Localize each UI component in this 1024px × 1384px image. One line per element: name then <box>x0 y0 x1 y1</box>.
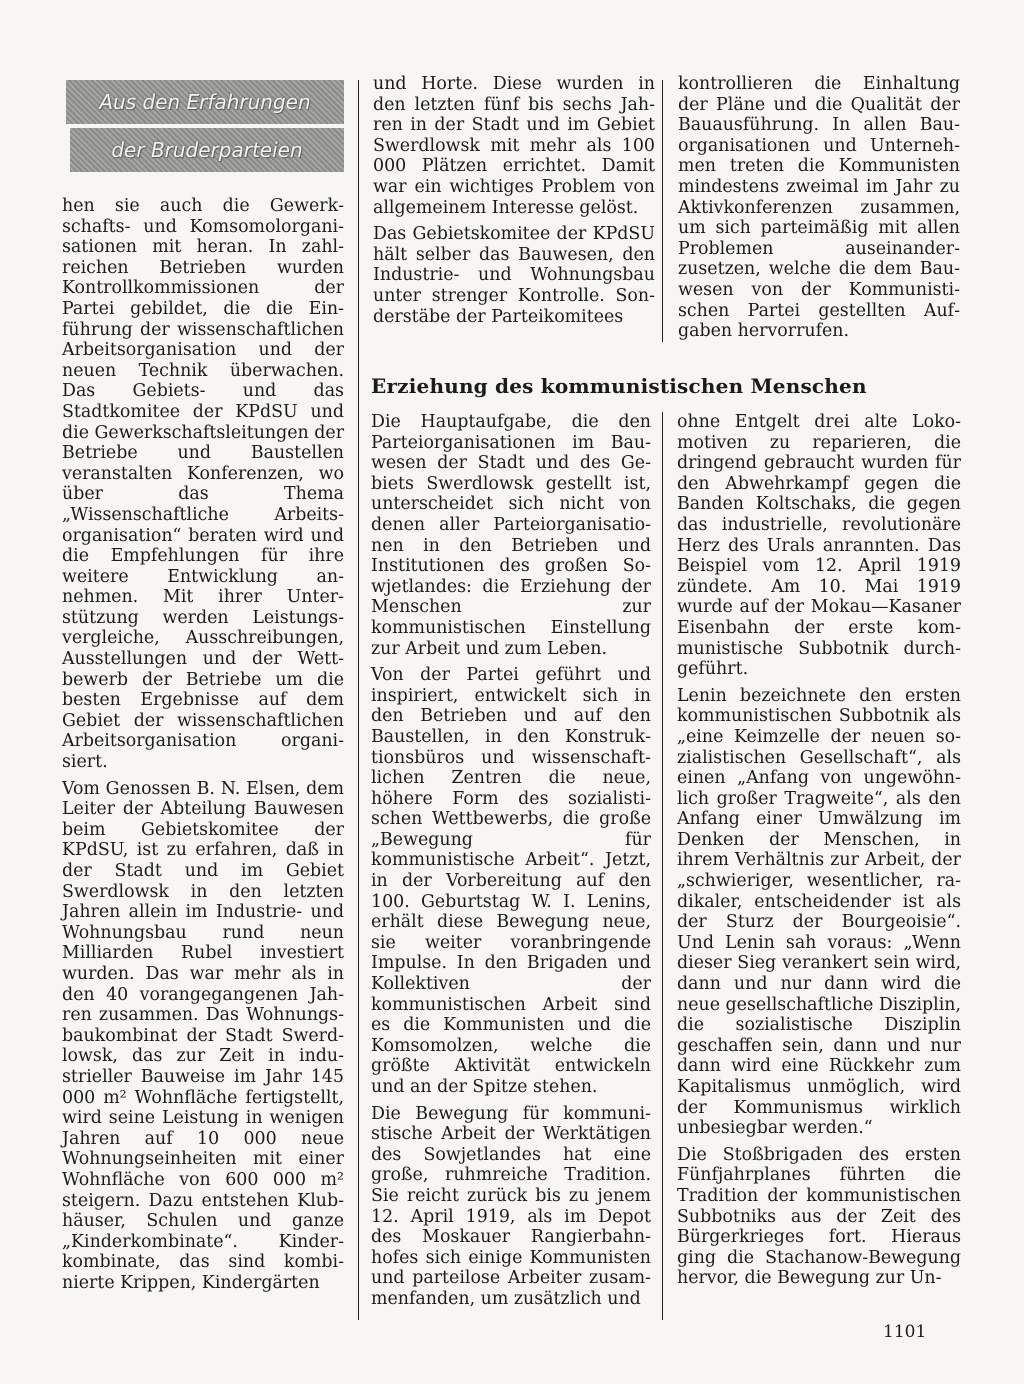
article-column-3-bottom <box>677 412 961 1295</box>
paragraph: Die Hauptaufgabe, die den Parteiorganisationen im Bauwesen der Stadt und des Gebiets Swerdlowsk gestellt ist, unterscheidet sich nicht von denen aller Parteiorganisationen in den Betrieben und Institutionen des großen Sowjetlandes: die Erziehung der Menschen zur kommunistischen Einstellung zur Arbeit und zum Leben. <box>371 412 651 659</box>
banner-line1-text: Aus den Erfahrungen <box>99 90 311 114</box>
banner-line2-text: der Bruderparteien <box>111 138 303 162</box>
paragraph: Von der Partei geführt und inspiriert, entwickelt sich in den Betrieben und auf den Baustellen, in den Konstruktionsbüros und wissenschaftlichen Zentren die neue, höhere Form des sozialistischen Wettbewerbs, die große „Bewegung für kommunistische Arbeit“. Jetzt, in der Vorbereitung auf den 100. Geburtstag W. I. Lenins, erhält diese Bewegung neue, sie weiter voranbringende Impulse. In den Brigaden und Kollektiven der kommunistischen Arbeit sind es die Kommunisten und die Komsomolzen, welche die größte Aktivität entwickeln und an der Spitze stehen. <box>371 665 651 1097</box>
article-column-3-top <box>678 74 960 348</box>
paragraph: ohne Entgelt drei alte Lokomotiven zu reparieren, die dringend gebraucht wurden für den Abwehrkampf gegen die Banden Koltschaks, die gegen das industrielle, revolutionäre Herz des Urals anrannten. Das Beispiel vom 12. April 1919 zündete. Am 10. Mai 1919 wurde auf der Mokau—Kasaner Eisenbahn der erste kommunistische Subbotnik durchgeführt. <box>677 412 961 680</box>
paragraph: Lenin bezeichnete den ersten kommunistischen Subbotnik als „eine Keimzelle der neuen sozialistischen Gesellschaft“, als einen „Anfang von ungewöhnlich großer Tragweite“, als den Anfang einer Umwälzung im Denken der Menschen, in ihrem Verhältnis zur Arbeit, der „schwieriger, wesentlicher, radikaler, entscheidender ist als der Sturz der Bourgeoisie“. Und Lenin sah voraus: „Wenn dieser Sieg verankert sein wird, dann und nur dann wird die neue gesellschaftliche Disziplin, die sozialistische Disziplin geschaffen sein, dann und nur dann wird eine Rückkehr zum Kapitalismus unmöglich, wird der Kommunismus wirklich unbesiegbar werden.“ <box>677 685 961 1139</box>
section-banner-line2 <box>70 128 344 172</box>
section-heading: Erziehung des kommunistischen Menschen <box>371 374 867 398</box>
column-divider <box>358 80 359 1320</box>
article-column-1 <box>62 196 344 1299</box>
section-banner-line1 <box>66 80 344 124</box>
paragraph: kontrollieren die Einhaltung der Pläne und die Qualität der Bauausführung. In allen Bauorganisationen und Unternehmen treten die Kommunisten mindestens zweimal im Jahr zu Aktivkonferenzen zusammen, um sich parteimäßig mit allen Problemen auseinanderzusetzen, welche die dem Bauwesen von der Kommunistischen Partei gestellten Aufgaben hervorrufen. <box>678 74 960 342</box>
page-number: 1101 <box>883 1322 927 1342</box>
paragraph: Die Stoßbrigaden des ersten Fünfjahrplanes führten die Tradition der kommunistischen Subbotniks aus der Zeit des Bürgerkrieges fort. Hieraus ging die Stachanow-Bewegung hervor, die Bewegung zur Un- <box>677 1144 961 1289</box>
paragraph: hen sie auch die Gewerkschafts- und Komsomolorganisationen mit heran. In zahlreichen Betrieben wurden Kontrollkommissionen der Partei gebildet, die die Einführung der wissenschaftlichen Arbeitsorganisation und der neuen Technik überwachen. Das Gebiets- und das Stadtkomitee der KPdSU und die Gewerkschaftsleitungen der Betriebe und Baustellen veranstalten Konferenzen, wo über das Thema „Wissenschaftliche Arbeitsorganisation“ beraten wird und die Empfehlungen für ihre weitere Entwicklung annehmen. Mit ihrer Unterstützung werden Leistungsvergleiche, Ausschreibungen, Ausstellungen und der Wettbewerb der Betriebe um die besten Ergebnisse auf dem Gebiet der wissenschaftlichen Arbeitsorganisation organisiert. <box>62 196 345 773</box>
column-divider <box>662 80 663 342</box>
paragraph: und Horte. Diese wurden in den letzten fünf bis sechs Jahren in der Stadt und im Gebiet Swerdlowsk mit mehr als 100 000 Plätzen errichtet. Damit war ein wichtiges Problem von allgemeinem Interesse gelöst. <box>373 74 655 218</box>
paragraph: Die Bewegung für kommunistische Arbeit der Werktätigen des Sowjetlandes hat eine große, ruhmreiche Tradition. Sie reicht zurück bis zu jenem 12. April 1919, als im Depot des Moskauer Rangierbahnhofes sich einige Kommunisten und parteilose Arbeiter zusammenfanden, um zusätzlich und <box>371 1103 651 1309</box>
article-column-2-bottom <box>371 412 651 1316</box>
paragraph: Das Gebietskomitee der KPdSU hält selber das Bauwesen, den Industrie- und Wohnungsbau unter strenger Kontrolle. Sonderstäbe der Parteikomitees <box>373 224 655 327</box>
column-divider <box>662 412 663 1320</box>
article-column-2-top <box>373 74 655 333</box>
paragraph: Vom Genossen B. N. Elsen, dem Leiter der Abteilung Bauwesen beim Gebietskomitee der KPdSU, ist zu erfahren, daß in der Stadt und im Gebiet Swerdlowsk in den letzten Jahren allein im Industrie- und Wohnungsbau rund neun Milliarden Rubel investiert wurden. Das war mehr als in den 40 vorangegangenen Jahren zusammen. Das Wohnungsbaukombinat der Stadt Swerdlowsk, das zur Zeit in industrieller Bauweise im Jahr 145 000 m² Wohnfläche fertigstellt, wird seine Leistung in wenigen Jahren auf 10 000 neue Wohnungseinheiten mit einer Wohnfläche von 600 000 m² steigern. Dazu entstehen Klubhäuser, Schulen und ganze „Kinderkombinate“. Kinderkombinate, das sind kombinierte Krippen, Kindergärten <box>62 778 344 1293</box>
